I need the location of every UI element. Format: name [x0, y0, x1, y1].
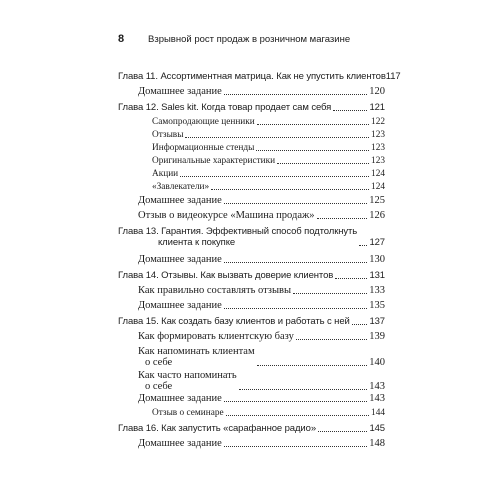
toc-entry-subsection — [152, 143, 385, 153]
toc-entry-page: 120 — [369, 86, 385, 97]
toc-entry-page: 139 — [369, 331, 385, 342]
toc-entry-section — [138, 346, 385, 368]
toc-entry-title: Оригинальные характеристики — [152, 156, 276, 166]
dot-leader — [352, 324, 368, 325]
dot-leader — [224, 262, 367, 263]
toc-entry-chapter-12 — [118, 102, 385, 113]
toc-entry-title: Акции — [152, 169, 179, 179]
toc-entry-homework — [138, 86, 385, 97]
toc-entry-page: 144 — [371, 408, 385, 418]
dot-leader — [318, 431, 367, 432]
toc-entry-homework — [138, 254, 385, 265]
toc-entry-homework — [138, 393, 385, 404]
toc-entry-page: 148 — [369, 438, 385, 449]
toc-entry-title: Глава 11. Ассортиментная матрица. Как не упустить клиентов — [118, 71, 386, 82]
toc-entry-page: 123 — [371, 143, 385, 153]
toc-entry-page: 122 — [371, 117, 385, 127]
toc-entry-page: 143 — [369, 393, 385, 404]
toc-entry-page: 117 — [385, 71, 401, 82]
toc-entry-title: Домашнее задание — [138, 86, 222, 97]
dot-leader — [224, 94, 367, 95]
toc-entry-page: 126 — [369, 210, 385, 221]
dot-leader — [257, 365, 368, 366]
toc-entry-title-continued: о себе — [145, 357, 173, 368]
toc-entry-subsection — [152, 182, 385, 192]
dot-leader — [224, 401, 367, 402]
toc-entry-subsection — [152, 130, 385, 140]
dot-leader — [226, 415, 369, 416]
toc-entry-chapter-13 — [118, 226, 385, 248]
dot-leader — [359, 245, 367, 246]
toc-entry-page: 135 — [369, 300, 385, 311]
toc-entry-title: Домашнее задание — [138, 393, 222, 404]
toc-entry-section — [138, 285, 385, 296]
toc-entry-title: «Завлекатели» — [152, 182, 210, 192]
toc-entry-homework — [138, 300, 385, 311]
toc-entry-title: Отзыв о видеокурсе «Машина продаж» — [138, 210, 315, 221]
toc-entry-homework — [138, 438, 385, 449]
dot-leader — [224, 446, 367, 447]
dot-leader — [180, 176, 369, 177]
dot-leader — [211, 189, 369, 190]
toc-entry-page: 140 — [369, 357, 385, 368]
toc-entry-title: Домашнее задание — [138, 300, 222, 311]
toc-entry-chapter-14 — [118, 270, 385, 281]
toc-entry-title-continued: клиента к покупке — [158, 237, 236, 248]
toc-entry-page: 131 — [369, 270, 385, 281]
toc-entry-title: Глава 15. Как создать базу клиентов и работать с ней — [118, 316, 350, 327]
toc-entry-page: 127 — [369, 237, 385, 248]
dot-leader — [277, 163, 369, 164]
toc-entry-title: Как напоминать клиентам — [138, 346, 255, 357]
toc-entry-subsection — [152, 117, 385, 127]
toc-entry-page: 133 — [369, 285, 385, 296]
toc-entry-page: 124 — [371, 182, 385, 192]
toc-entry-page: 123 — [371, 156, 385, 166]
toc-entry-page: 143 — [369, 381, 385, 392]
dot-leader — [256, 150, 369, 151]
toc-entry-review — [138, 210, 385, 221]
dot-leader — [317, 218, 368, 219]
toc-entry-page: 121 — [369, 102, 385, 113]
toc-entry-section — [138, 331, 385, 342]
toc-entry-page: 123 — [371, 130, 385, 140]
toc-entry-homework — [138, 195, 385, 206]
toc-entry-page: 125 — [369, 195, 385, 206]
toc-entry-title-block — [138, 370, 237, 392]
toc-entry-subsection — [152, 156, 385, 166]
toc-entry-title: Информационные стенды — [152, 143, 255, 153]
toc-entry-title: Как правильно составлять отзывы — [138, 285, 292, 296]
toc-entry-title: Как формировать клиентскую базу — [138, 331, 294, 342]
toc-entry-title: Глава 12. Sales kit. Когда товар продает сам себя — [118, 102, 332, 113]
toc-entry-title-block — [118, 226, 357, 248]
dot-leader — [224, 203, 367, 204]
dot-leader — [257, 124, 369, 125]
toc-entry-title: Домашнее задание — [138, 254, 222, 265]
toc-entry-title-continued: о себе — [145, 381, 173, 392]
toc-entry-section — [138, 370, 385, 392]
dot-leader — [239, 389, 368, 390]
toc-entry-chapter-15 — [118, 316, 385, 327]
dot-leader — [335, 278, 367, 279]
toc-entry-chapter-16 — [118, 423, 385, 434]
toc-entry-title: Глава 14. Отзывы. Как вызвать доверие клиентов — [118, 270, 334, 281]
dot-leader — [293, 293, 367, 294]
dot-leader — [296, 339, 367, 340]
toc-entry-subsection — [152, 169, 385, 179]
running-title: Взрывной рост продаж в розничном магазине — [148, 34, 351, 45]
toc-entry-title: Домашнее задание — [138, 195, 222, 206]
toc-entry-page: 124 — [371, 169, 385, 179]
toc-entry-title: Глава 16. Как запустить «сарафанное радио» — [118, 423, 317, 434]
toc-entry-title: Как часто напоминать — [138, 370, 237, 381]
toc-entry-review — [152, 408, 385, 418]
toc-entry-title: Глава 13. Гарантия. Эффективный способ подтолкнуть — [118, 226, 358, 237]
toc-entry-page: 130 — [369, 254, 385, 265]
dot-leader — [185, 137, 369, 138]
dot-leader — [224, 308, 367, 309]
toc-entry-page: 137 — [369, 316, 385, 327]
toc-entry-title-block — [138, 346, 255, 368]
toc-entry-title: Отзыв о семинаре — [152, 408, 224, 418]
toc-entry-page: 145 — [369, 423, 385, 434]
toc-entry-chapter-11 — [118, 71, 401, 82]
toc-entry-title: Самопродающие ценники — [152, 117, 255, 127]
page-number: 8 — [118, 33, 125, 45]
toc-entry-title: Отзывы — [152, 130, 184, 140]
toc-entry-title: Домашнее задание — [138, 438, 222, 449]
dot-leader — [333, 110, 367, 111]
